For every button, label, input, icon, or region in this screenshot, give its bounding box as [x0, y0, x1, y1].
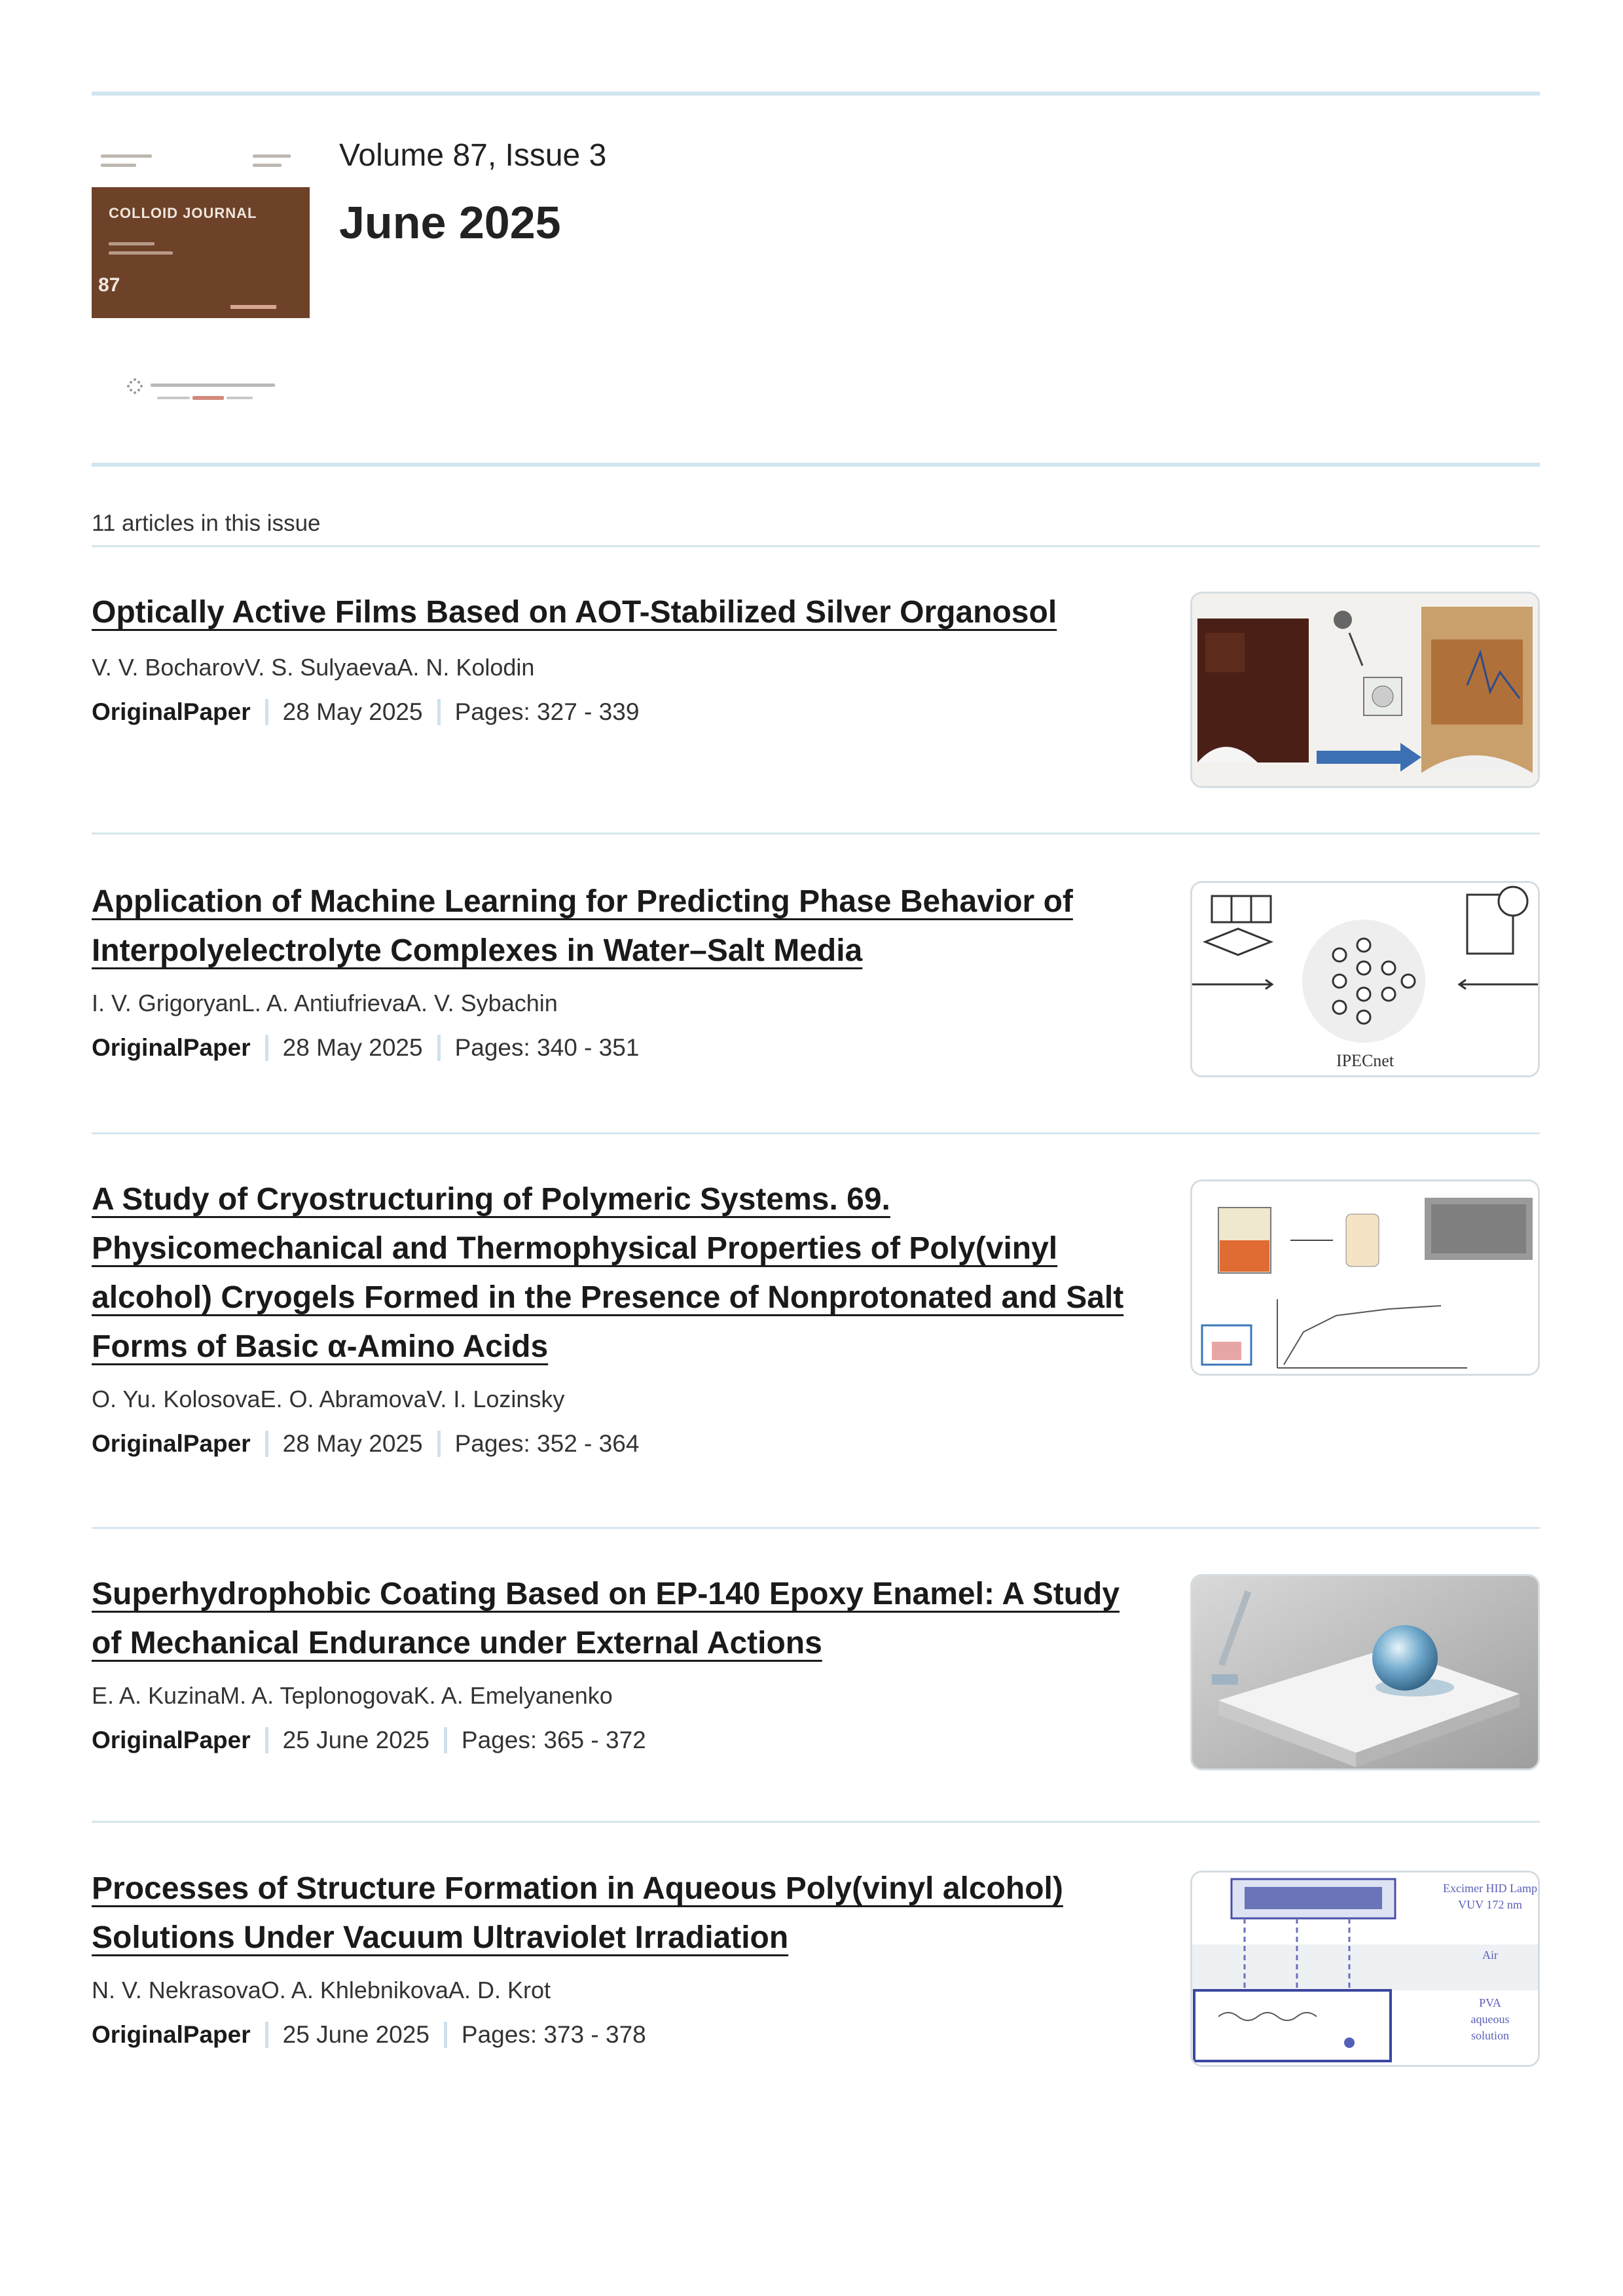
meta-separator	[265, 699, 268, 725]
header-divider	[92, 463, 1540, 467]
list-top-divider	[92, 545, 1540, 547]
thumb-label: Excimer HID Lamp	[1443, 1882, 1537, 1895]
article-date: 28 May 2025	[282, 1430, 423, 1457]
thumb-label: PVA	[1479, 1996, 1501, 2009]
article-pages: Pages: 365 - 372	[461, 1727, 646, 1753]
cover-volume-mark: 87	[98, 274, 120, 296]
article-meta	[92, 2018, 1139, 2051]
meta-separator	[437, 699, 441, 725]
meta-separator	[444, 1727, 447, 1753]
article-divider	[92, 1821, 1540, 1823]
article-title	[92, 1570, 1139, 1668]
volume-issue-label: Volume 87, Issue 3	[339, 138, 607, 173]
article-meta	[92, 1724, 1139, 1757]
thumb-label: solution	[1470, 2029, 1510, 2042]
article-authors: E. A. KuzinaM. A. TeplonogovaK. A. Emelyanenko	[92, 1682, 613, 1709]
article-thumbnail[interactable]	[1190, 592, 1540, 788]
article-date: 28 May 2025	[282, 1034, 423, 1061]
cover-journal-title: COLLOID JOURNAL	[109, 205, 257, 221]
thumb-label: IPECnet	[1336, 1051, 1395, 1070]
article-type: OriginalPaper	[92, 1034, 251, 1061]
article-meta	[92, 1031, 1139, 1064]
article-pages: Pages: 327 - 339	[454, 698, 640, 725]
article-thumbnail[interactable]	[1190, 881, 1540, 1077]
article-meta	[92, 1427, 1139, 1460]
top-divider	[92, 92, 1540, 96]
article-date: 28 May 2025	[282, 698, 423, 725]
article-title	[92, 1175, 1139, 1371]
article-title-link[interactable]: Application of Machine Learning for Predicting Phase Behavior of Interpolyelectrolyte Complexes in Water–Salt Media	[92, 884, 1073, 968]
meta-separator	[444, 2022, 447, 2048]
article-title	[92, 588, 1139, 637]
article-item	[92, 1175, 1139, 1460]
meta-separator	[265, 1727, 268, 1753]
article-date: 25 June 2025	[282, 1727, 429, 1753]
issue-date: June 2025	[339, 197, 561, 248]
cover-stripe	[230, 305, 276, 309]
article-thumbnail[interactable]	[1190, 1871, 1540, 2067]
article-pages: Pages: 373 - 378	[461, 2021, 646, 2048]
article-count: 11 articles in this issue	[92, 511, 321, 536]
cover-top-band	[92, 140, 310, 187]
article-item	[92, 877, 1139, 1064]
article-item	[92, 1864, 1139, 2051]
article-type: OriginalPaper	[92, 698, 251, 725]
article-authors: I. V. GrigoryanL. A. AntiufrievaA. V. Sybachin	[92, 990, 558, 1016]
meta-separator	[265, 1035, 268, 1061]
article-type: OriginalPaper	[92, 2021, 251, 2048]
publisher-logo	[122, 376, 285, 404]
article-meta	[92, 696, 1139, 728]
meta-separator	[265, 2022, 268, 2048]
meta-separator	[437, 1035, 441, 1061]
article-title-link[interactable]: A Study of Cryostructuring of Polymeric Systems. 69. Physicomechanical and Thermophysical Properties of Poly(vinyl alcohol) Cryogels Formed in the Presence of Nonprotonated and Salt Forms of Basic α-Amino Acids	[92, 1182, 1124, 1364]
article-thumbnail[interactable]	[1190, 1179, 1540, 1376]
article-thumbnail[interactable]	[1190, 1574, 1540, 1770]
article-authors: O. Yu. KolosovaE. O. AbramovaV. I. Lozinsky	[92, 1386, 565, 1412]
article-type: OriginalPaper	[92, 1430, 251, 1457]
thumb-label: Air	[1482, 1948, 1498, 1962]
article-title-link[interactable]: Processes of Structure Formation in Aqueous Poly(vinyl alcohol) Solutions Under Vacuum Ultraviolet Irradiation	[92, 1871, 1063, 1955]
article-date: 25 June 2025	[282, 2021, 429, 2048]
thumb-label: VUV 172 nm	[1458, 1898, 1522, 1911]
article-title-link[interactable]: Optically Active Films Based on AOT-Stabilized Silver Organosol	[92, 595, 1057, 630]
article-authors: V. V. BocharovV. S. SulyaevaA. N. Kolodin	[92, 654, 535, 681]
article-divider	[92, 1132, 1540, 1134]
meta-separator	[437, 1431, 441, 1457]
article-item	[92, 588, 1139, 728]
article-title-link[interactable]: Superhydrophobic Coating Based on EP-140 Epoxy Enamel: A Study of Mechanical Endurance under External Actions	[92, 1577, 1120, 1660]
article-pages: Pages: 340 - 351	[454, 1034, 640, 1061]
thumb-label: aqueous	[1470, 2013, 1510, 2026]
article-authors: N. V. NekrasovaO. A. KhlebnikovaA. D. Krot	[92, 1977, 551, 2003]
article-title	[92, 877, 1139, 975]
article-type: OriginalPaper	[92, 1727, 251, 1753]
article-divider	[92, 1527, 1540, 1529]
article-divider	[92, 833, 1540, 834]
article-pages: Pages: 352 - 364	[454, 1430, 640, 1457]
article-item	[92, 1570, 1139, 1757]
journal-cover-image[interactable]	[92, 140, 310, 318]
article-title	[92, 1864, 1139, 1962]
meta-separator	[265, 1431, 268, 1457]
